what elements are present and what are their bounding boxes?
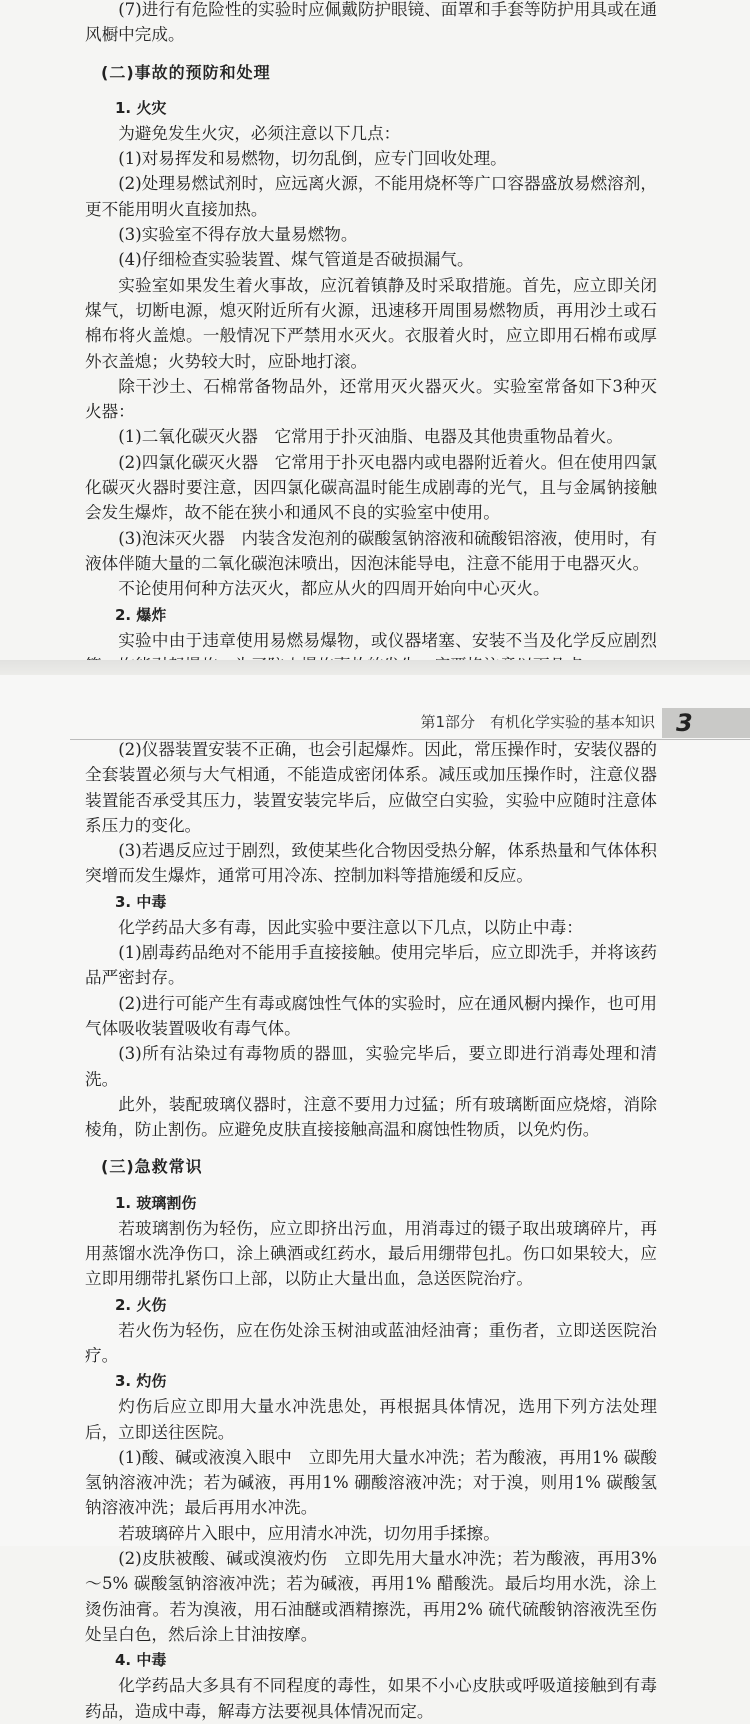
fire-burn-heading: 2. 火伤 [115,1295,167,1314]
poisoning-intro: 化学药品大多有毒，因此实验中要注意以下几点，以防止中毒： [118,917,583,937]
top-page-content [85,0,657,729]
glass-cut-heading: 1. 玻璃割伤 [115,1193,197,1212]
fire-item-4: (4)仔细检查实验装置、煤气管道是否破损漏气。 [118,250,474,270]
bottom-page [0,675,750,1721]
poisoning-aid-heading: 4. 中毒 [115,1651,167,1670]
fire-direction-note: 不论使用何种方法灭火，都应从火的四周开始向中心灭火。 [118,579,550,599]
extinguisher-ccl4: (2)四氯化碳灭火器 它常用于扑灭电器内或电器附近着火。但在使用四氯化碳灭火器时要注意，因四氯化碳高温时能生成剧毒的光气，且与金属钠接触会发生爆炸，故不能在狭小和通风不良的实验室中使用。 [85,452,657,523]
chemical-burn-glass-eyes: 若玻璃碎片入眼中，应用清水冲洗，切勿用手揉擦。 [118,1523,500,1543]
explosion-item-2: (2)仪器装置安装不正确，也会引起爆炸。因此，常压操作时，安装仪器的全套装置必须与大气相通，不能造成密闭体系。减压或加压操作时，注意仪器装置能否承受其压力，装置安装完毕后，应做空白实验，实验中应随时注意体系压力的变化。 [85,740,657,835]
extinguisher-intro: 除干沙土、石棉常备物品外，还常用灭火器灭火。实验室常备如下3种灭火器： [85,376,657,422]
fire-burn-paragraph: 若火伤为轻伤，应在伤处涂玉树油或蓝油烃油膏；重伤者，立即送医院治疗。 [85,1320,657,1365]
fire-intro: 为避免发生火灾，必须注意以下几点： [118,123,401,143]
explosion-item-3: (3)若遇反应过于剧烈，致使某些化合物因受热分解，体系热量和气体体积突增而发生爆炸，通常可用冷冻、控制加料等措施缓和反应。 [85,841,657,886]
top-page [0,0,750,660]
safety-item-7: (7)进行有危险性的实验时应佩戴防护眼镜、面罩和手套等防护用具或在通风橱中完成。 [85,0,657,45]
explosion-heading: 2. 爆炸 [115,605,167,624]
extinguisher-foam: (3)泡沫灭火器 内装含发泡剂的碳酸氢钠溶液和硫酸铝溶液，使用时，有液体伴随大量的二氧化碳泡沫喷出，因泡沫能导电，注意不能用于电器灭火。 [85,528,657,573]
fire-item-2: (2)处理易燃试剂时，应远离火源，不能用烧杯等广口容器盛放易燃溶剂，更不能用明火直接加热。 [85,174,657,219]
fire-item-1: (1)对易挥发和易燃物，切勿乱倒，应专门回收处理。 [118,149,507,169]
extinguisher-co2: (1)二氧化碳灭火器 它常用于扑灭油脂、电器及其他贵重物品着火。 [118,427,623,447]
fire-response-paragraph: 实验室如果发生着火事故，应沉着镇静及时采取措施。首先，应立即关闭煤气，切断电源，熄灭附近所有火源，迅速移开周围易燃物质，再用沙土或石棉布将火盖熄。一般情况下严禁用水灭火。衣服着火时，应立即用石棉布或厚外衣盖熄；火势较大时，应卧地打滚。 [85,275,657,371]
poisoning-heading: 3. 中毒 [115,892,167,911]
poisoning-item-2: (2)进行可能产生有毒或腐蚀性气体的实验时，应在通风橱内操作，也可用气体吸收装置吸收有毒气体。 [85,993,657,1038]
page-gap [0,660,750,675]
glassware-note: 此外，装配玻璃仪器时，注意不要用力过猛；所有玻璃断面应烧熔，消除棱角，防止割伤。应避免皮肤直接接触高温和腐蚀性物质，以免灼伤。 [85,1094,657,1140]
chemical-burn-eyes: (1)酸、碱或液溴入眼中 立即先用大量水冲洗；若为酸液，再用1% 碳酸氢钠溶液冲洗；若为碱液，再用1% 硼酸溶液冲洗；对于溴，则用1% 碳酸氢钠溶液冲洗；最后再用水冲洗。 [85,1447,657,1518]
chemical-burn-skin: (2)皮肤被酸、碱或溴液灼伤 立即先用大量水冲洗；若为酸液，再用3% ～5% 碳酸氢钠溶液冲洗；若为碱液，再用1% 醋酸洗。最后均用水洗，涂上烫伤油膏。若为溴液，用石油醚或酒精擦洗，再用2% 硫代硫酸钠溶液洗至伤处呈白色，然后涂上甘油按摩。 [85,1549,657,1644]
page-number: 3 [676,709,693,737]
section-first-aid-heading: (三)急救常识 [101,1157,203,1177]
running-header-title: 第1部分 有机化学实验的基本知识 [420,713,655,731]
poisoning-item-1: (1)剧毒药品绝对不能用手直接接触。使用完毕后，应立即洗手，并将该药品严密封存。 [85,943,657,988]
chemical-burn-heading: 3. 灼伤 [115,1372,167,1391]
running-header [0,708,750,738]
poisoning-aid-paragraph: 化学药品大多具有不同程度的毒性，如果不小心皮肤或呼吸道接触到有毒药品，造成中毒，解毒方法要视具体情况而定。 [85,1676,657,1721]
chemical-burn-intro: 灼伤后应立即用大量水冲洗患处，再根据具体情况，选用下列方法处理后，立即送往医院。 [85,1397,657,1442]
fire-heading: 1. 火灾 [115,98,167,117]
fire-item-3: (3)实验室不得存放大量易燃物。 [118,225,358,245]
poisoning-item-3: (3)所有沾染过有毒物质的器皿，实验完毕后，要立即进行消毒处理和清洗。 [85,1044,657,1089]
page-number-tab [662,708,750,738]
section-accident-prevention-heading: (二)事故的预防和处理 [101,62,271,82]
glass-cut-paragraph: 若玻璃割伤为轻伤，应立即挤出污血，用消毒过的镊子取出玻璃碎片，再用蒸馏水洗净伤口，涂上碘酒或红药水，最后用绷带包扎。伤口如果较大，应立即用绷带扎紧伤口上部，以防止大量出血，急送医院治疗。 [85,1218,657,1289]
bottom-page-content [85,737,657,1724]
explosion-intro: 实验中由于违章使用易燃易爆物，或仪器堵塞、安装不当及化学反应剧烈 [118,630,657,650]
